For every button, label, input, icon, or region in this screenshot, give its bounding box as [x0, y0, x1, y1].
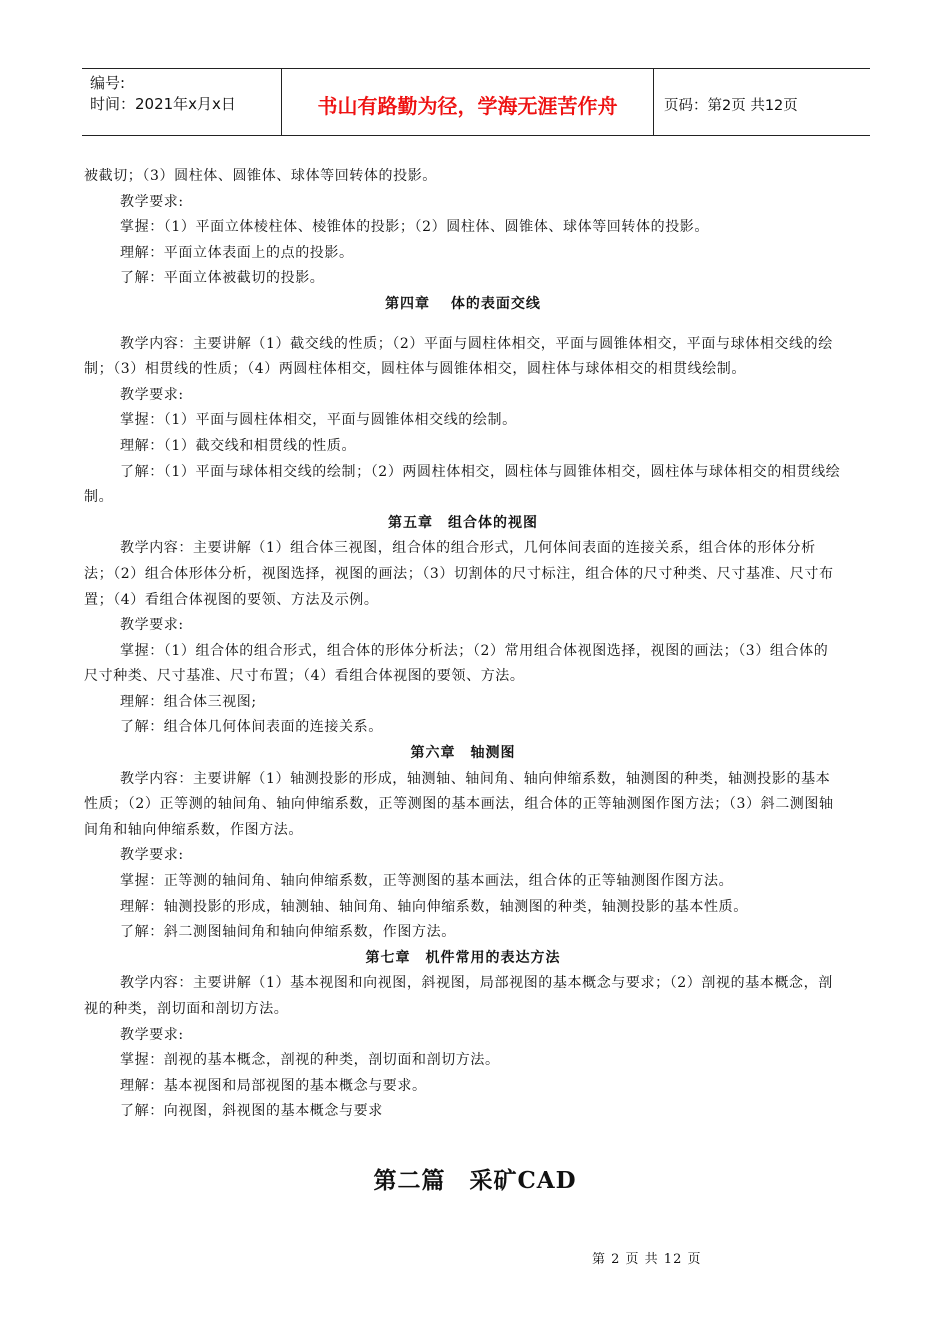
chapter-5-requirements-label: 教学要求: [120, 617, 184, 634]
chapter-4-master: 掌握：（1）平面与圆柱体相交，平面与圆锥体相交线的绘制。 [120, 412, 517, 429]
chapter-4-requirements-label: 教学要求: [120, 386, 184, 403]
chapter-7-heading: 第七章 机件常用的表达方法 [365, 949, 561, 966]
teaching-requirements-label: 教学要求: [120, 193, 184, 210]
chapter-6-master: 掌握：正等测的轴间角、轴向伸缩系数，正等测图的基本画法，组合体的正等轴测图作图方法。 [120, 873, 734, 890]
chapter-6-understand: 理解：轴测投影的形成，轴测轴、轴间角、轴向伸缩系数，轴测图的种类，轴测投影的基本性质。 [120, 898, 748, 915]
chapter-6-content: 教学内容：主要讲解（1）轴测投影的形成，轴测轴、轴间角、轴向伸缩系数，轴测图的种类，轴测投影的基本性质；（2）正等测的轴间角、轴向伸缩系数，正等测图的基本画法，组合体的正等轴测图作图方法；（3）斜二测图轴间角和轴向伸缩系数，作图方法。 [84, 770, 834, 838]
chapter-4-content: 教学内容：主要讲解（1）截交线的性质；（2）平面与圆柱体相交，平面与圆锥体相交，平面与球体相交线的绘制；（3）相贯线的性质；（4）两圆柱体相交，圆柱体与圆锥体相交，圆柱体与球体相交的相贯线绘制。 [84, 335, 833, 378]
chapter-5-content: 教学内容：主要讲解（1）组合体三视图，组合体的组合形式，几何体间表面的连接关系，组合体的形体分析法；（2）组合体形体分析，视图选择，视图的画法；（3）切割体的尺寸标注，组合体的尺寸种类、尺寸基准、尺寸布置；（4）看组合体视图的要领、方法及示例。 [84, 540, 834, 608]
chapter-4-heading: 第四章 体的表面交线 [385, 295, 541, 312]
chapter-7-know: 了解：向视图，斜视图的基本概念与要求 [120, 1103, 383, 1120]
chapter-4-understand: 理解：（1）截交线和相贯线的性质。 [120, 437, 357, 454]
document-body [84, 164, 842, 1125]
chapter-5-master: 掌握：（1）组合体的组合形式，组合体的形体分析法；（2）常用组合体视图选择，视图的画法；（3）组合体的尺寸种类、尺寸基准、尺寸布置；（4）看组合体视图的要领、方法。 [84, 642, 829, 685]
chapter-7-requirements-label: 教学要求: [120, 1026, 184, 1043]
master-item: 掌握：（1）平面立体棱柱体、棱锥体的投影；（2）圆柱体、圆锥体、球体等回转体的投影。 [120, 219, 710, 236]
chapter-6-know: 了解：斜二测图轴间角和轴向伸缩系数，作图方法。 [120, 924, 456, 941]
know-item: 了解：平面立体被截切的投影。 [120, 270, 325, 287]
chapter-4-know: 了解：（1）平面与球体相交线的绘制；（2）两圆柱体相交，圆柱体与圆锥体相交，圆柱体与球体相交的相贯线绘制。 [84, 463, 841, 506]
chapter-6-heading: 第六章 轴测图 [410, 745, 516, 762]
chapter-7-content: 教学内容：主要讲解（1）基本视图和向视图，斜视图，局部视图的基本概念与要求；（2）剖视的基本概念，剖视的种类，剖切面和剖切方法。 [84, 975, 833, 1017]
header-motto: 书山有路勤为径，学海无涯苦作舟 [282, 69, 654, 135]
header-page-number: 页码：第2页 共12页 [664, 97, 798, 114]
header-meta [82, 69, 282, 135]
chapter-5-heading: 第五章 组合体的视图 [388, 514, 538, 531]
chapter-7-master: 掌握：剖视的基本概念，剖视的种类，剖切面和剖切方法。 [120, 1052, 500, 1069]
chapter-6-requirements-label: 教学要求: [120, 847, 184, 864]
chapter-7-understand: 理解：基本视图和局部视图的基本概念与要求。 [120, 1077, 427, 1094]
spacer [84, 318, 842, 332]
part-title: 第二篇 采矿CAD [373, 1167, 577, 1194]
page-header [82, 68, 870, 136]
chapter-5-know: 了解：组合体几何体间表面的连接关系。 [120, 719, 383, 736]
page-footer: 第 2 页 共 12 页 [592, 1252, 702, 1267]
chapter-5-understand: 理解：组合体三视图; [120, 693, 257, 710]
document-number-label: 编号: [90, 74, 126, 92]
understand-item: 理解：平面立体表面上的点的投影。 [120, 244, 354, 261]
paragraph-continuation: 被截切；（3）圆柱体、圆锥体、球体等回转体的投影。 [84, 168, 437, 184]
document-time-label: 时间：2021年x月x日 [90, 95, 236, 113]
